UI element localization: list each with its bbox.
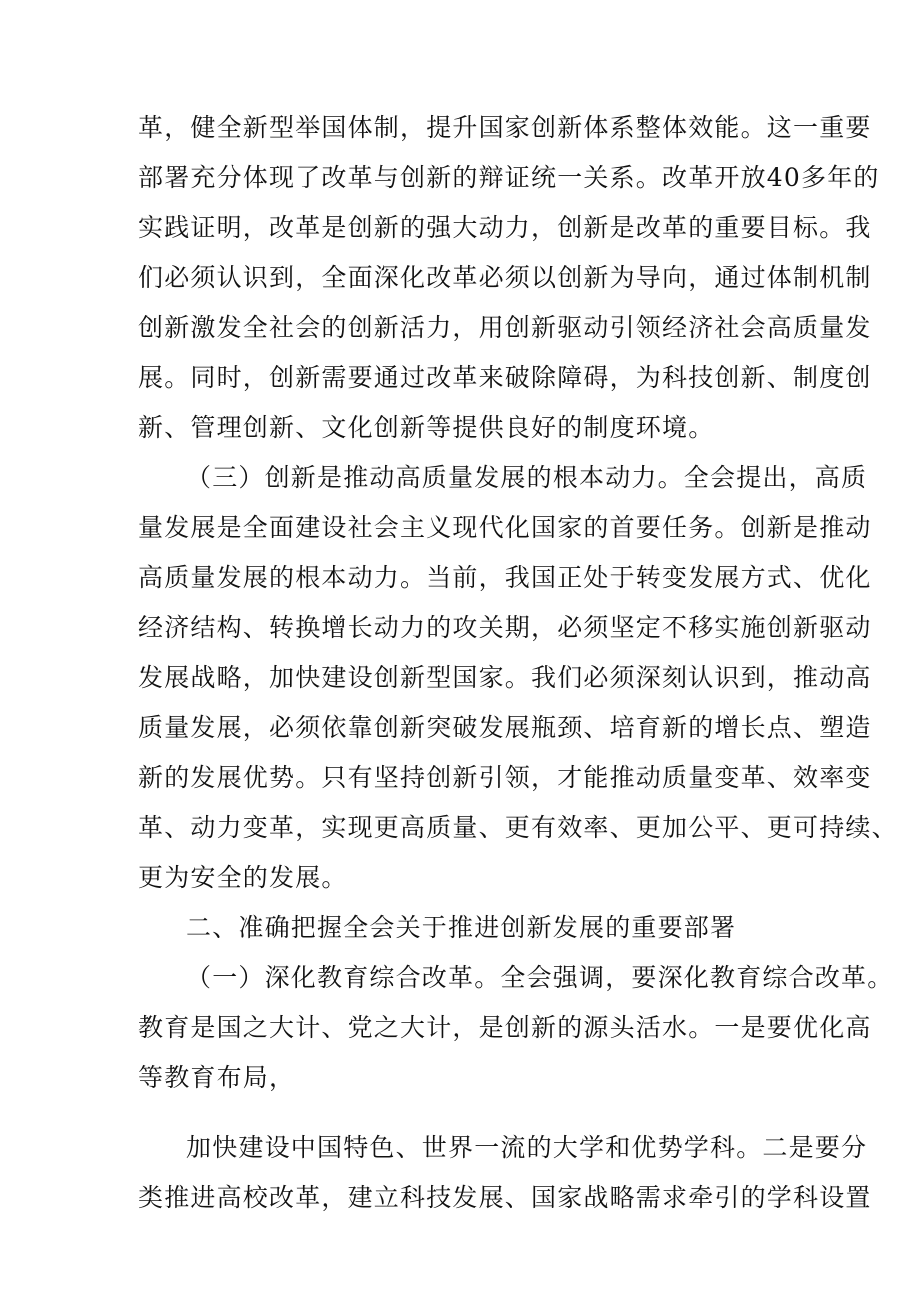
text-line: 高质量发展的根本动力。当前，我国正处于转变发展方式、优化 <box>138 563 872 592</box>
text-line: 革，健全新型举国体制，提升国家创新体系整体效能。这一重要 <box>138 113 872 142</box>
text-line: 等教育布局， <box>138 1063 296 1092</box>
text-line: 质量发展，必须依靠创新突破发展瓶颈、培育新的增长点、塑造 <box>138 713 872 742</box>
text-line: 类推进高校改革，建立科技发展、国家战略需求牵引的学科设置 <box>138 1183 872 1212</box>
text-line: 创新激发全社会的创新活力，用创新驱动引领经济社会高质量发 <box>138 313 872 342</box>
text-line: 发展战略，加快建设创新型国家。我们必须深刻认识到，推动高 <box>138 663 872 692</box>
text-line: 展。同时，创新需要通过改革来破除障碍，为科技创新、制度创 <box>138 363 872 392</box>
text-line: 们必须认识到，全面深化改革必须以创新为导向，通过体制机制 <box>138 263 872 292</box>
text-line: 新、管理创新、文化创新等提供良好的制度环境。 <box>138 413 715 442</box>
text-line: 经济结构、转换增长动力的攻关期，必须坚定不移实施创新驱动 <box>138 613 872 642</box>
text-line: 革、动力变革，实现更高质量、更有效率、更加公平、更可持续、 <box>138 813 898 842</box>
text-line: 教育是国之大计、党之大计，是创新的源头活水。一是要优化高 <box>138 1013 872 1042</box>
text-line: 实践证明，改革是创新的强大动力，创新是改革的重要目标。我 <box>138 213 872 242</box>
section-heading: 二、准确把握全会关于推进创新发展的重要部署 <box>186 913 737 942</box>
text-line: （一）深化教育综合改革。全会强调，要深化教育综合改革。 <box>186 963 894 992</box>
text-line: （三）创新是推动高质量发展的根本动力。全会提出，高质 <box>186 463 868 492</box>
text-line: 更为安全的发展。 <box>138 863 348 892</box>
text-line: 加快建设中国特色、世界一流的大学和优势学科。二是要分 <box>186 1133 868 1162</box>
text-line: 新的发展优势。只有坚持创新引领，才能推动质量变革、效率变 <box>138 763 872 792</box>
text-line: 量发展是全面建设社会主义现代化国家的首要任务。创新是推动 <box>138 513 872 542</box>
text-line: 部署充分体现了改革与创新的辩证统一关系。改革开放40多年的 <box>138 163 880 192</box>
